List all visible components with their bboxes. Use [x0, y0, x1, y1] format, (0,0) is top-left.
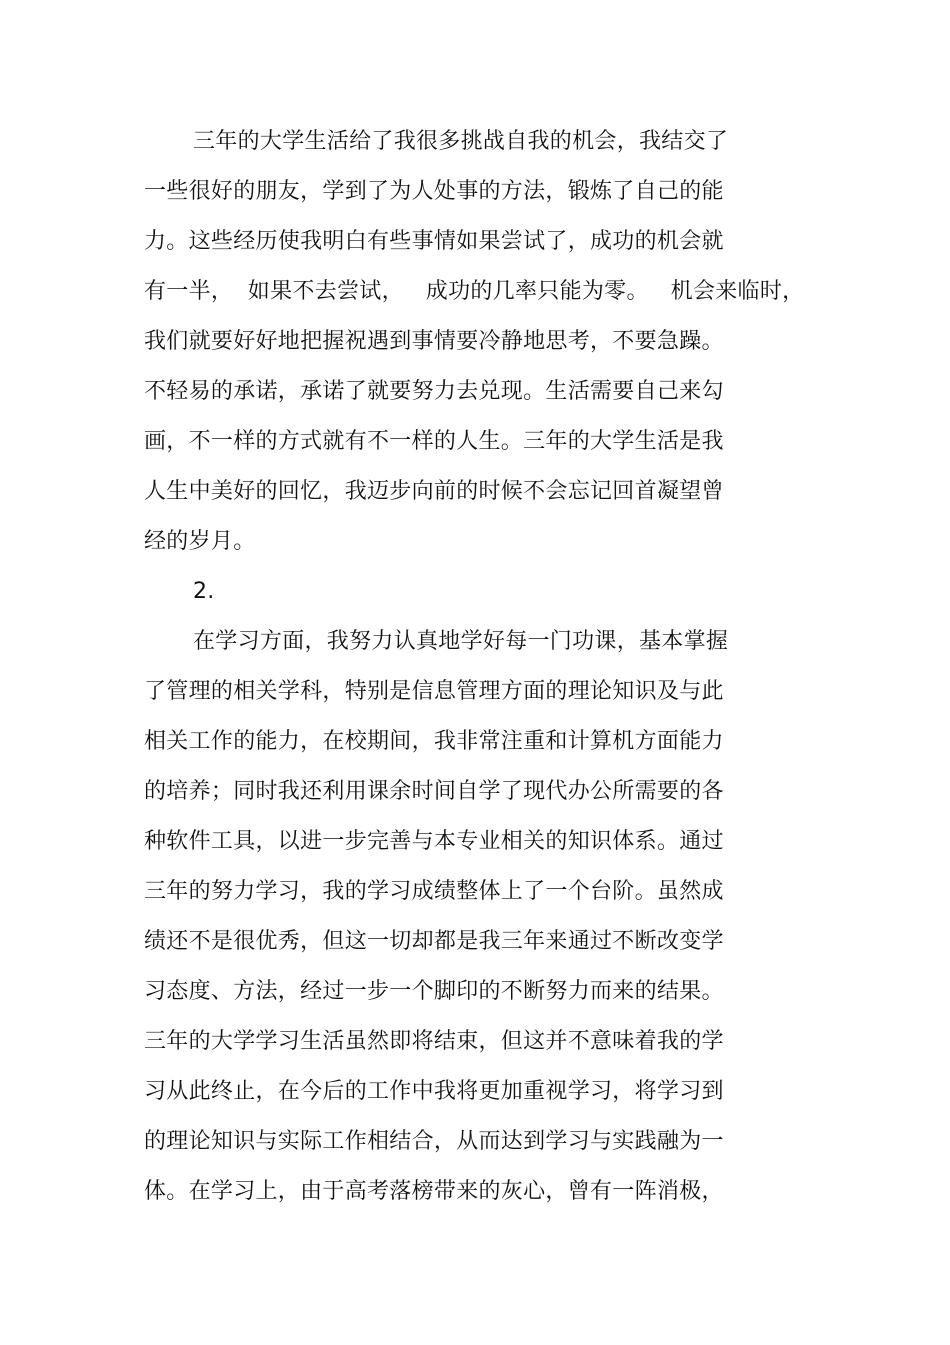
text-line: 一些很好的朋友，学到了为人处事的方法，锻炼了自己的能 — [144, 179, 724, 204]
text-line: 习从此终止，在今后的工作中我将更加重视学习，将学习到 — [144, 1079, 724, 1104]
text-line: 三年的努力学习，我的学习成绩整体上了一个台阶。虽然成 — [144, 879, 724, 904]
text-line: 不轻易的承诺，承诺了就要努力去兑现。生活需要自己来勾 — [144, 379, 724, 404]
text-line: 体。在学习上，由于高考落榜带来的灰心，曾有一阵消极， — [144, 1179, 724, 1204]
text-line: 人生中美好的回忆，我迈步向前的时候不会忘记回首凝望曾 — [144, 479, 724, 504]
text-line: 画，不一样的方式就有不一样的人生。三年的大学生活是我 — [144, 429, 724, 454]
text-line: 三年的大学生活给了我很多挑战自我的机会，我结交了 — [193, 129, 729, 154]
text-line: 了管理的相关学科，特别是信息管理方面的理论知识及与此 — [144, 679, 724, 704]
text-line: 我们就要好好地把握祝遇到事情要冷静地思考，不要急躁。 — [144, 329, 724, 354]
text-line: 三年的大学学习生活虽然即将结束，但这并不意味着我的学 — [144, 1029, 724, 1054]
text-line: 力。这些经历使我明白有些事情如果尝试了，成功的机会就 — [144, 229, 724, 254]
text-line: 种软件工具，以进一步完善与本专业相关的知识体系。通过 — [144, 829, 724, 854]
text-line: 的理论知识与实际工作相结合，从而达到学习与实践融为一 — [144, 1129, 724, 1154]
section-number: 2. — [193, 579, 215, 604]
text-line: 相关工作的能力，在校期间，我非常注重和计算机方面能力 — [144, 729, 724, 754]
text-line: 绩还不是很优秀，但这一切却都是我三年来通过不断改变学 — [144, 929, 724, 954]
text-line: 习态度、方法，经过一步一个脚印的不断努力而来的结果。 — [144, 979, 724, 1004]
text-line: 经的岁月。 — [144, 529, 256, 554]
text-line: 有一半， 如果不去尝试， 成功的几率只能为零。 机会来临时， — [144, 279, 805, 304]
text-line: 在学习方面，我努力认真地学好每一门功课，基本掌握 — [193, 629, 729, 654]
text-line: 的培养；同时我还利用课余时间自学了现代办公所需要的各 — [144, 779, 724, 804]
